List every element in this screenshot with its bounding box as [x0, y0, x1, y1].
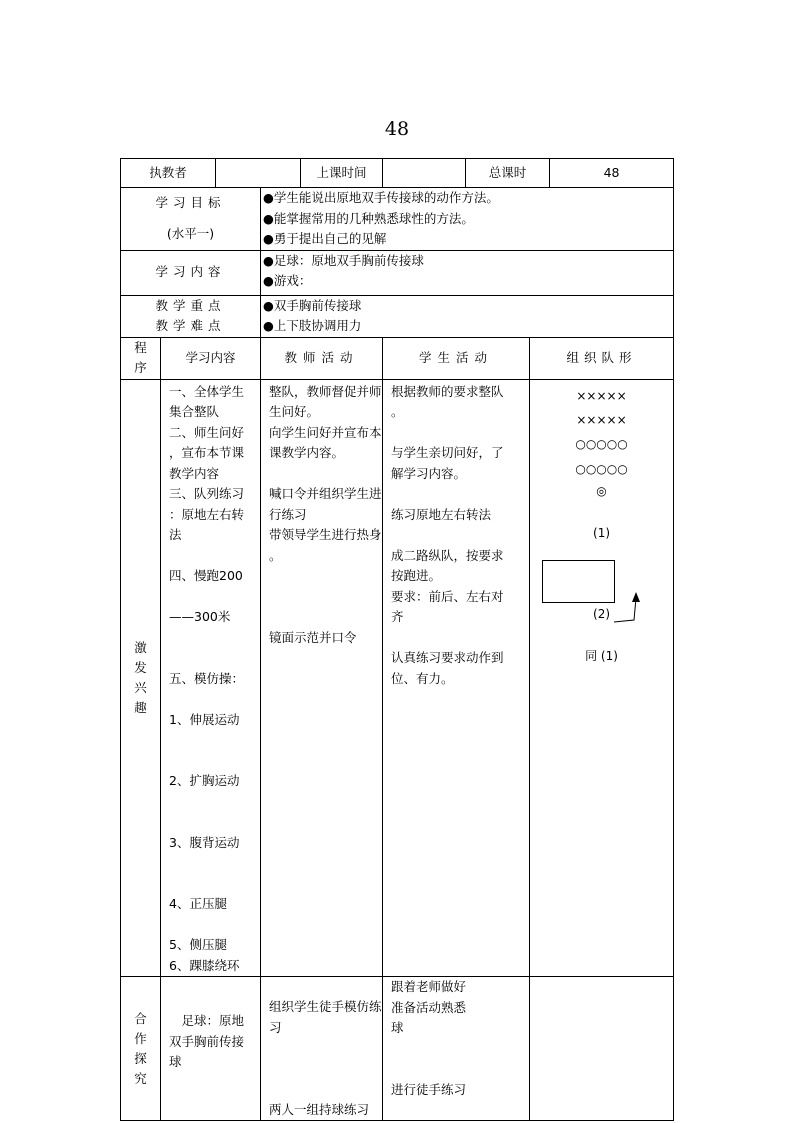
lesson-plan-table — [120, 158, 674, 1121]
text-line: 齐 — [391, 609, 404, 624]
text-line: 喊口令并组织学生进 — [269, 486, 382, 501]
text-line: 行练习 — [269, 506, 307, 522]
text-line: 球 — [169, 1054, 182, 1069]
goals-row — [121, 188, 674, 251]
text-line: 生问好。 — [269, 404, 320, 419]
formation-label-2: (2) — [593, 606, 611, 621]
text-line: 进行徒手练习 — [391, 1081, 467, 1097]
text-line: 向学生问好并宣布本 — [269, 424, 382, 440]
formation-diagram — [530, 380, 673, 880]
text-line — [169, 751, 258, 772]
text-line: 。 — [269, 547, 282, 563]
student-row-circle: ○○○○○ — [575, 436, 628, 451]
student-row-x: ××××× — [576, 388, 627, 403]
text-line: 2、扩胸运动 — [169, 773, 240, 788]
student-lines — [383, 977, 529, 1100]
text-line: 集合整队 — [169, 404, 220, 419]
text-line — [169, 648, 258, 669]
teacher-mark: ◎ — [596, 483, 607, 498]
section-motivation-teacher — [261, 379, 383, 977]
section-cooperation-student — [383, 977, 530, 1121]
text-line — [269, 607, 380, 628]
section-cooperation-row — [121, 977, 674, 1121]
text-line: 按跑进。 — [391, 568, 442, 583]
text-line: 习 — [269, 1019, 282, 1035]
text-line — [391, 1039, 527, 1060]
procedure-header: 程 序 — [121, 337, 161, 379]
text-line: 法 — [169, 527, 182, 542]
text-line: 1、伸展运动 — [169, 711, 240, 727]
content-lines — [161, 977, 260, 1073]
text-line — [391, 423, 527, 444]
text-line: 足球：原地 — [169, 1013, 245, 1028]
text-line: ——300米 — [169, 609, 231, 624]
section-motivation-name: 激 发 兴 趣 — [121, 379, 161, 977]
student-row-x: ××××× — [576, 412, 627, 427]
difficult-point-label: 教学难点 — [155, 318, 226, 333]
text-line: 解学习内容。 — [391, 465, 467, 481]
text-line: 教学内容 — [169, 465, 220, 481]
section-motivation-row — [121, 379, 674, 977]
text-line: 3、腹背运动 — [169, 834, 240, 850]
class-time-value — [383, 159, 466, 188]
text-line: 两人一组持球练习 — [269, 1101, 370, 1117]
text-line — [269, 1038, 380, 1059]
text-line: 二、师生问好 — [169, 424, 245, 440]
text-line: 练习原地左右转法 — [391, 506, 492, 522]
key-points-label-cell — [121, 295, 261, 337]
content-item: ●足球：原地双手胸前传接球 — [263, 252, 424, 268]
text-line: 四、慢跑200 — [169, 568, 243, 583]
text-line: 双手胸前传接 — [169, 1033, 245, 1049]
formation-label-3: 同 (1) — [585, 648, 618, 663]
goals-label-cell — [121, 188, 261, 251]
column-header-row — [121, 337, 674, 379]
student-row-circle: ○○○○○ — [575, 461, 628, 476]
text-line: ，宣布本节课 — [169, 445, 245, 460]
text-line: 一、全体学生 — [169, 383, 245, 399]
goals-label: 学习目标 — [155, 195, 226, 211]
text-line — [169, 587, 258, 608]
text-line: 与学生亲切问好，了 — [391, 445, 504, 460]
goals-level: (水平一) — [166, 225, 215, 241]
section-cooperation-content — [161, 977, 261, 1121]
text-line: 认真练习要求动作到 — [391, 650, 504, 665]
text-line — [169, 812, 258, 833]
total-hours-value: 48 — [550, 159, 674, 188]
header-row — [121, 159, 674, 188]
text-line: 要求：前后、左右对 — [391, 588, 504, 604]
text-line — [391, 484, 527, 505]
text-line: 镜面示范并口令 — [269, 629, 357, 645]
content-row — [121, 250, 674, 295]
text-line: 。 — [391, 404, 404, 419]
goal-item: ●勇于提出自己的见解 — [263, 231, 387, 246]
text-line — [391, 525, 527, 546]
text-line — [169, 853, 258, 874]
text-line: 根据教师的要求整队 — [391, 383, 504, 399]
content-header: 学习内容 — [161, 337, 261, 379]
text-line: 三、队列练习 — [169, 486, 245, 501]
text-line: 5、侧压腿 — [169, 937, 227, 952]
text-line: 五、模仿操： — [169, 670, 245, 686]
text-line: 整队，教师督促并师 — [269, 383, 382, 399]
teacher-value — [216, 159, 301, 188]
goal-item: ●学生能说出原地双手传接球的动作方法。 — [263, 190, 499, 205]
section-motivation-student — [383, 379, 530, 977]
total-hours-label: 总课时 — [466, 159, 550, 188]
content-list — [261, 250, 674, 295]
formation-label-1: (1) — [593, 525, 611, 540]
text-line — [169, 792, 258, 813]
page-number: 48 — [384, 118, 410, 140]
section-cooperation-teacher — [261, 977, 383, 1121]
content-lines — [161, 380, 260, 977]
student-lines — [383, 380, 529, 690]
student-activity-header: 学生活动 — [383, 337, 530, 379]
text-line: 6、踝膝绕环 — [169, 957, 240, 973]
section-cooperation-name: 合 作 探 究 — [121, 977, 161, 1121]
key-points-list — [261, 295, 674, 337]
text-line: 成二路纵队，按要求 — [391, 547, 504, 563]
text-line — [169, 730, 258, 751]
teacher-lines — [261, 380, 382, 649]
teacher-label: 执教者 — [121, 159, 216, 188]
text-line — [269, 1079, 380, 1100]
section-motivation-formation — [530, 379, 674, 977]
difficult-point-item: ●上下肢协调用力 — [263, 318, 362, 333]
teacher-lines — [261, 977, 382, 1120]
text-line — [169, 628, 258, 649]
text-line — [269, 1059, 380, 1080]
text-line: 带领导学生进行热身 — [269, 527, 382, 542]
section-motivation-content — [161, 379, 261, 977]
text-line — [269, 566, 380, 587]
running-track-rect — [542, 560, 615, 603]
text-line — [169, 915, 258, 936]
text-line: 准备活动熟悉 — [391, 999, 467, 1015]
text-line — [391, 1059, 527, 1080]
text-line — [169, 874, 258, 895]
class-time-label: 上课时间 — [301, 159, 383, 188]
text-line — [169, 546, 258, 567]
formation-header: 组织队形 — [530, 337, 674, 379]
key-points-row — [121, 295, 674, 337]
text-line — [391, 628, 527, 649]
content-label: 学习内容 — [121, 250, 261, 295]
text-line: 组织学生徒手模仿练 — [269, 999, 382, 1014]
key-point-label: 教学重点 — [155, 297, 226, 313]
goal-item: ●能掌握常用的几种熟悉球性的方法。 — [263, 210, 474, 226]
teacher-activity-header: 教师活动 — [261, 337, 383, 379]
text-line — [269, 587, 380, 608]
text-line: 4、正压腿 — [169, 896, 227, 911]
text-line — [169, 689, 258, 710]
key-point-item: ●双手胸前传接球 — [263, 297, 362, 313]
content-item: ●游戏： — [263, 273, 312, 288]
text-line: 跟着老师做好 — [391, 979, 467, 994]
section-cooperation-formation — [530, 977, 674, 1121]
text-line: 课教学内容。 — [269, 445, 345, 460]
text-line: ：原地左右转 — [169, 506, 245, 522]
text-line: 位、有力。 — [391, 670, 454, 686]
text-line: 球 — [391, 1020, 404, 1035]
goals-list — [261, 188, 674, 251]
text-line — [269, 464, 380, 485]
